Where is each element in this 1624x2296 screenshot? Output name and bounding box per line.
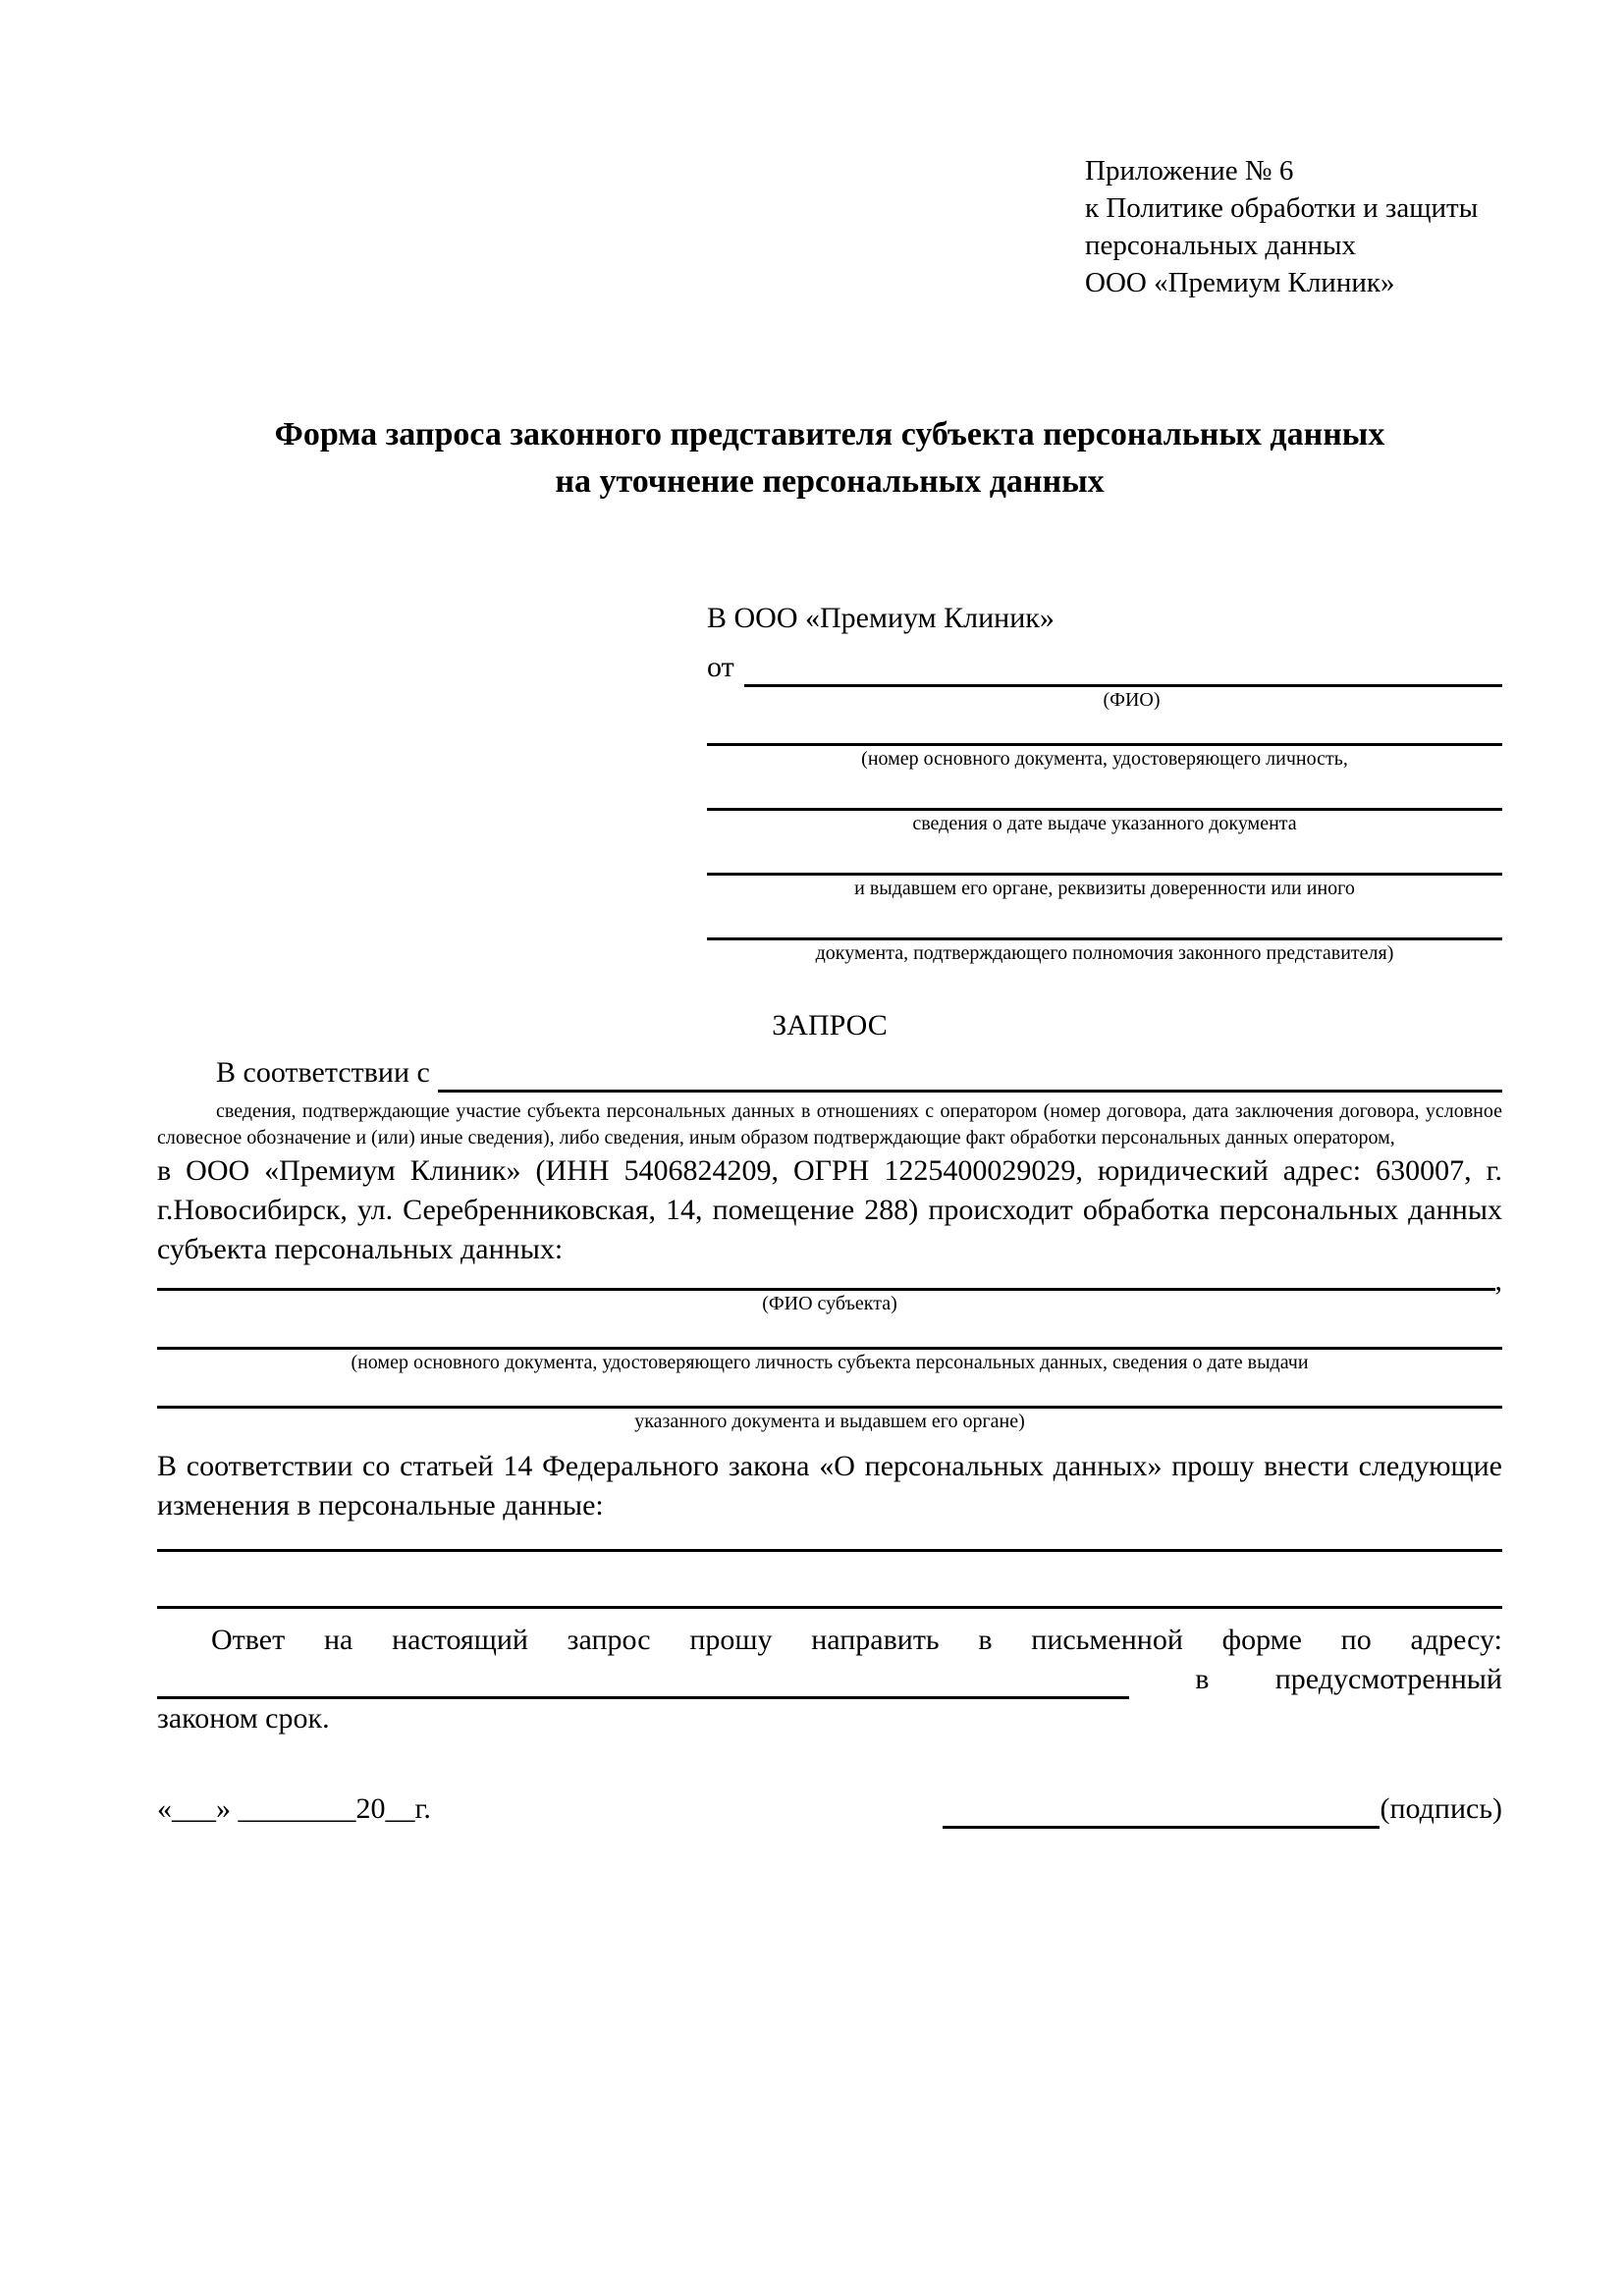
addressee-to: В ООО «Премиум Клиник» bbox=[707, 602, 1055, 634]
appendix-line-2: к Политике обработки и защиты bbox=[1085, 192, 1479, 224]
subject-doc-blank-line-2 bbox=[157, 1376, 1502, 1409]
basis-caption: сведения, подтверждающие участие субъекта персональных данных в отношениях с оператором (номер договора, дата заключения договора, условное словесное обозначение и (или) иные сведения), либо сведения, иным образом подтверждающие факт обработки персональных данных оператором, bbox=[157, 1100, 1502, 1148]
basis-blank-line bbox=[438, 1090, 1502, 1093]
signature-row bbox=[157, 1789, 1502, 1829]
form-title-line-2: на уточнение персональных данных bbox=[555, 463, 1105, 500]
identity-doc-caption-3: и выдавшем его органе, реквизиты доверенности или иного bbox=[854, 878, 1355, 899]
identity-doc-group-3 bbox=[707, 837, 1502, 902]
identity-doc-group-2 bbox=[707, 773, 1502, 837]
changes-blank-line-1 bbox=[157, 1525, 1502, 1552]
subject-doc-group-2 bbox=[157, 1376, 1502, 1435]
appendix-line-4: ООО «Премиум Клиник» bbox=[1085, 267, 1395, 298]
appendix-line-3: персональных данных bbox=[1085, 230, 1357, 261]
reply-paragraph: Ответ на настоящий запрос прошу направить в письменной форме по адресу: bbox=[211, 1624, 1502, 1656]
addressee-from-row bbox=[707, 648, 1502, 687]
reply-closing: законом срок. bbox=[157, 1702, 330, 1735]
changes-blank-line-2 bbox=[157, 1552, 1502, 1609]
basis-row bbox=[157, 1053, 1502, 1093]
law-paragraph: В соответствии со статьей 14 Федерального закона «О персональных данных» прошу внести следующие изменения в персональные данные: bbox=[157, 1450, 1502, 1522]
fio-caption: (ФИО) bbox=[1103, 689, 1161, 711]
reply-word-v: в bbox=[1195, 1663, 1210, 1695]
subject-fio-row bbox=[157, 1264, 1502, 1297]
subject-fio-caption: (ФИО субъекта) bbox=[762, 1293, 897, 1314]
subject-fio-comma: , bbox=[1494, 1264, 1502, 1297]
identity-doc-blank-line-2 bbox=[707, 773, 1502, 811]
signature-caption: (подпись) bbox=[1380, 1792, 1502, 1825]
reply-word-predusmotrenny: предусмотренный bbox=[1274, 1663, 1502, 1695]
subject-doc-blank-line-1 bbox=[157, 1317, 1502, 1350]
signature-blank-line bbox=[943, 1790, 1380, 1829]
identity-doc-group-4 bbox=[707, 902, 1502, 967]
appendix-line-1: Приложение № 6 bbox=[1085, 155, 1294, 187]
identity-doc-blank-line-4 bbox=[707, 902, 1502, 940]
date-line: «___» ________20__г. bbox=[157, 1792, 431, 1825]
operator-paragraph: в ООО «Премиум Клиник» (ИНН 5406824209, ОГРН 1225400029029, юридический адрес: 630007, г. г.Новосибирск, ул. Серебренниковская, 14, помещение 288) происходит обработка персональных данных субъекта персональных данных: bbox=[157, 1154, 1502, 1265]
identity-doc-blank-line-3 bbox=[707, 837, 1502, 876]
appendix-block bbox=[1085, 152, 1502, 301]
identity-doc-caption-2: сведения о дате выдаче указанного документа bbox=[912, 813, 1297, 834]
from-label: от bbox=[707, 651, 734, 683]
form-title-line-1: Форма запроса законного представителя субъекта персональных данных bbox=[274, 416, 1385, 453]
identity-doc-group-1 bbox=[707, 714, 1502, 773]
reply-address-row bbox=[157, 1660, 1502, 1699]
signature-block bbox=[943, 1789, 1502, 1829]
form-title bbox=[157, 411, 1502, 506]
addressee-block bbox=[707, 599, 1502, 967]
subject-doc-group-1 bbox=[157, 1317, 1502, 1376]
identity-doc-caption-1: (номер основного документа, удостоверяющего личность, bbox=[861, 748, 1348, 770]
basis-lead: В соответствии с bbox=[216, 1056, 430, 1089]
subject-doc-caption-1: (номер основного документа, удостоверяющего личность субъекта персональных данных, сведения о дате выдачи bbox=[351, 1352, 1309, 1373]
identity-doc-blank-line-1 bbox=[707, 714, 1502, 746]
identity-doc-caption-4: документа, подтверждающего полномочия законного представителя) bbox=[815, 942, 1394, 964]
request-heading: ЗАПРОС bbox=[772, 1009, 888, 1041]
subject-doc-caption-2: указанного документа и выдавшем его органе) bbox=[634, 1411, 1025, 1432]
